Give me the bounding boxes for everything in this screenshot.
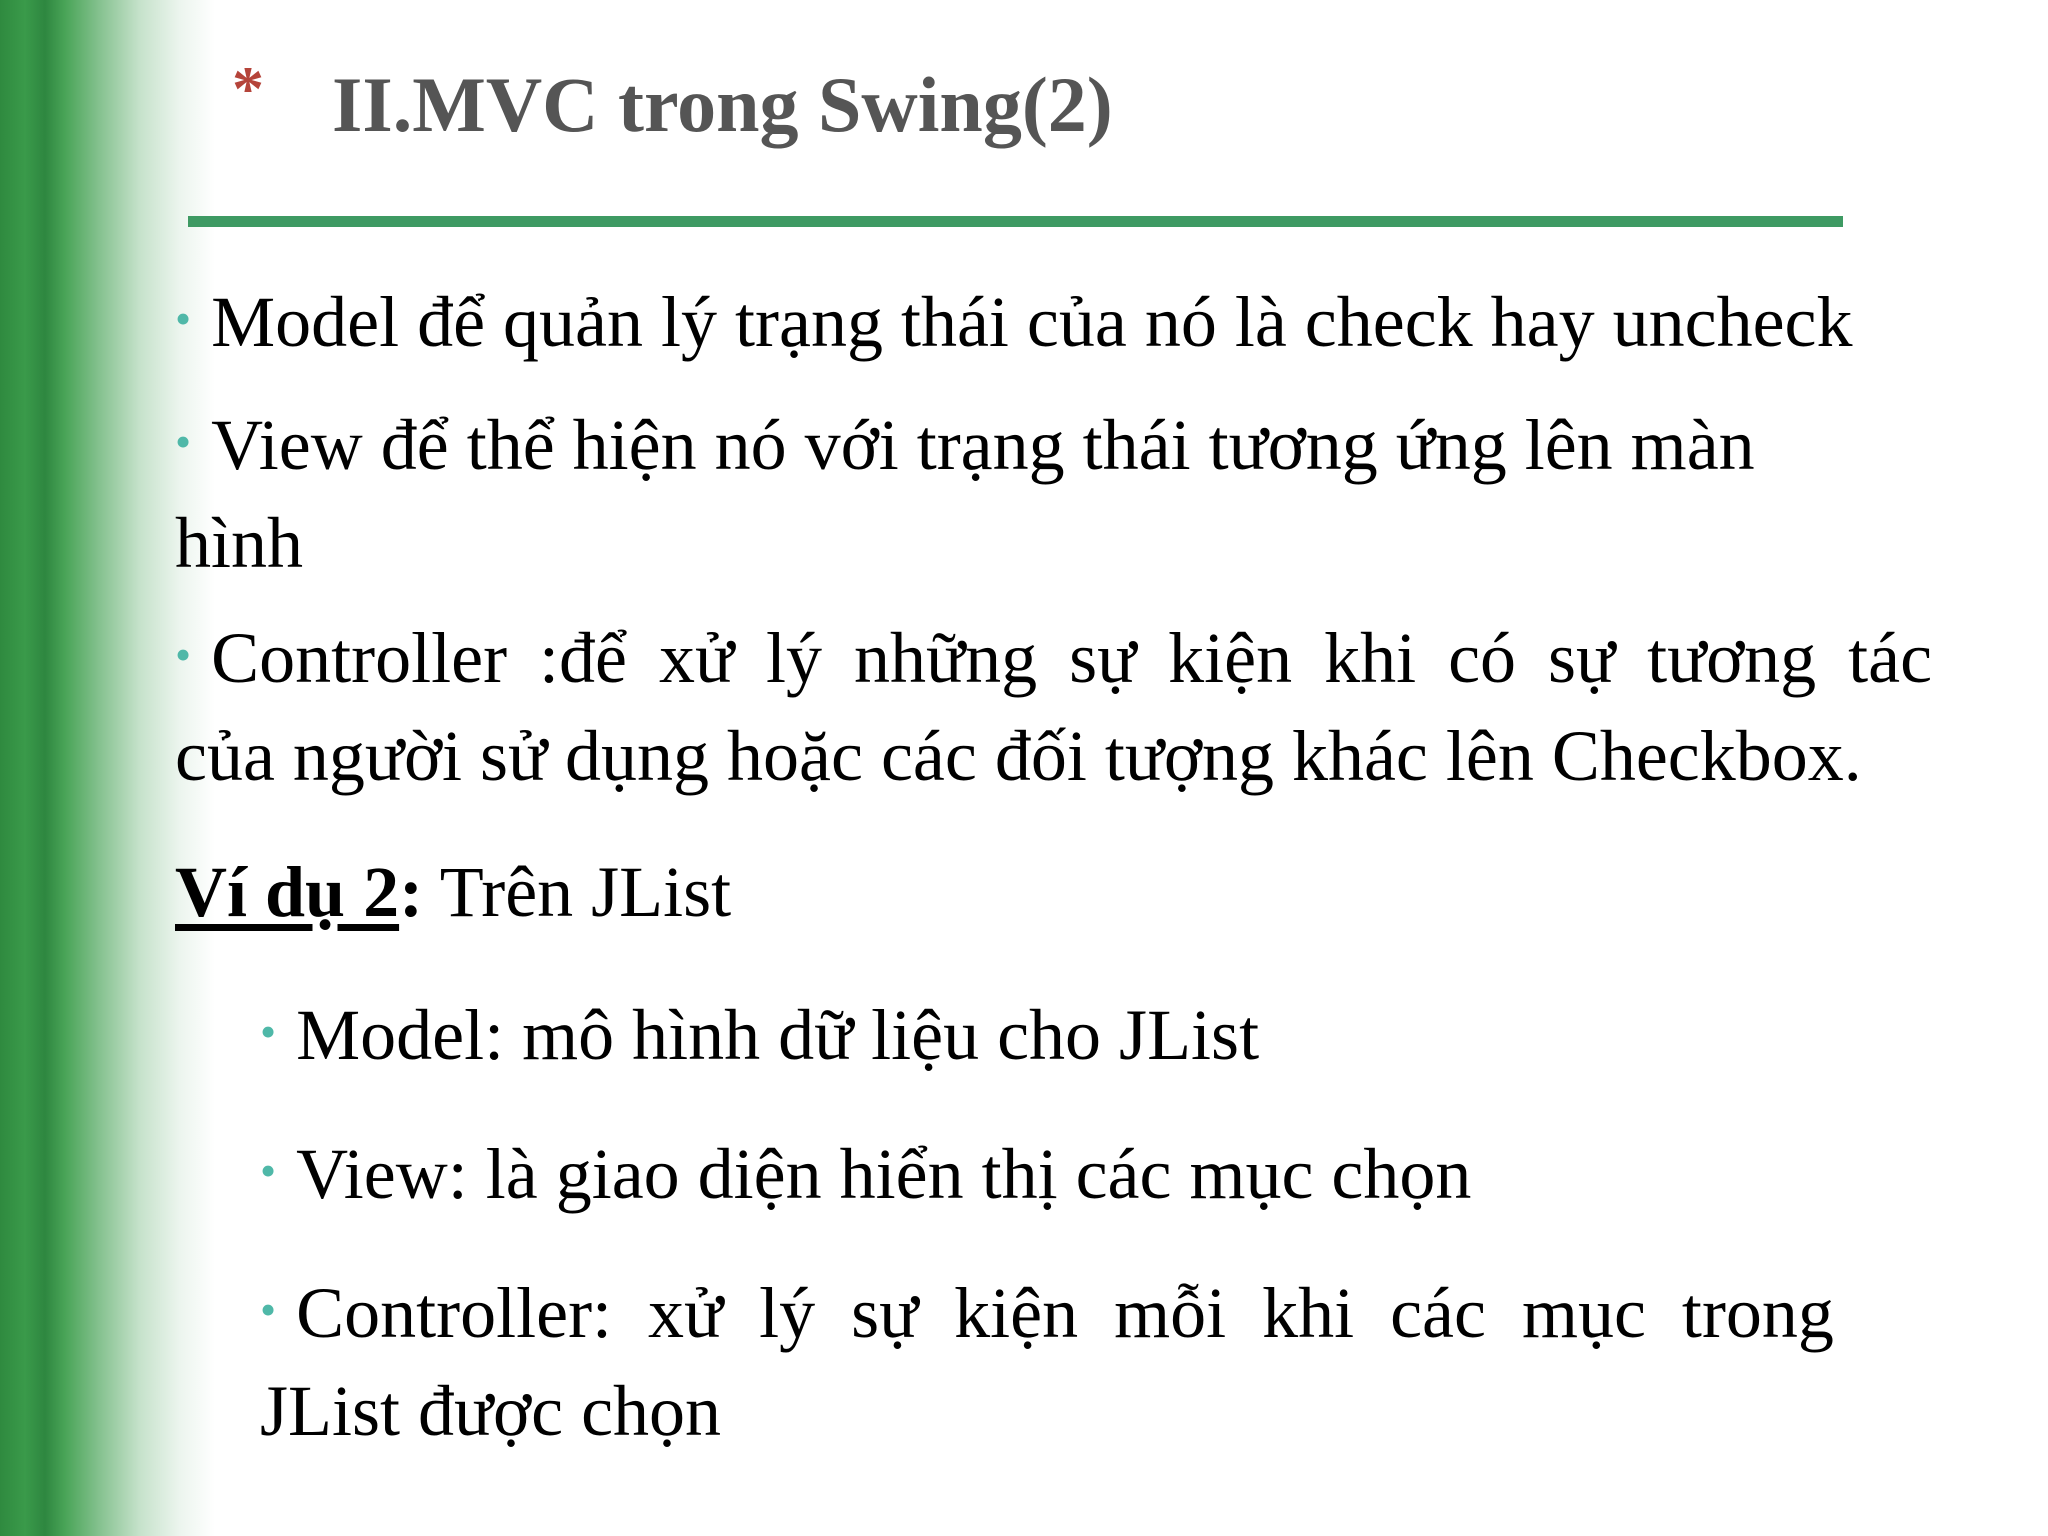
example-label: Ví dụ 2 bbox=[175, 852, 400, 932]
sub-bullet-controller bbox=[175, 1261, 2048, 1362]
bullet-icon: • bbox=[260, 1006, 277, 1057]
bullet-text: View để thể hiện nó với trạng thái tương ứng lên màn bbox=[211, 405, 1755, 485]
bullet-icon: • bbox=[260, 1284, 277, 1335]
bullet-icon: • bbox=[175, 629, 192, 680]
sub-bullet-controller-continued bbox=[175, 1362, 2048, 1460]
bullet-text: của người sử dụng hoặc các đối tượng khác lên Checkbox. bbox=[175, 716, 1862, 796]
title-star-icon: * bbox=[232, 53, 264, 124]
slide-body bbox=[175, 270, 2048, 1460]
bullet-view bbox=[175, 393, 2048, 494]
bullet-icon: • bbox=[175, 293, 192, 344]
example-text: Trên JList bbox=[423, 852, 732, 932]
title-divider bbox=[188, 216, 1843, 227]
sub-bullet-model bbox=[175, 983, 2048, 1084]
bullet-text: Controller :để xử lý những sự kiện khi có sự tương tác bbox=[211, 618, 1933, 698]
bullet-view-continued bbox=[175, 494, 2048, 592]
bullet-text: Model để quản lý trạng thái của nó là check hay uncheck bbox=[211, 282, 1853, 362]
bullet-model bbox=[175, 270, 2048, 371]
sub-bullet-view bbox=[175, 1122, 2048, 1223]
bullet-controller bbox=[175, 606, 2048, 707]
slide-title: II.MVC trong Swing(2) bbox=[332, 61, 1113, 148]
example-heading bbox=[175, 843, 2048, 941]
example-colon: : bbox=[399, 852, 424, 932]
sub-bullet-text: View: là giao diện hiển thị các mục chọn bbox=[296, 1134, 1472, 1214]
bullet-controller-continued bbox=[175, 707, 2048, 805]
bullet-text: hình bbox=[175, 503, 304, 583]
bullet-icon: • bbox=[260, 1145, 277, 1196]
sub-bullet-text: Model: mô hình dữ liệu cho JList bbox=[296, 995, 1260, 1075]
bullet-icon: • bbox=[175, 416, 192, 467]
sub-bullet-text: JList được chọn bbox=[260, 1371, 722, 1451]
sub-bullet-text: Controller: xử lý sự kiện mỗi khi các mục trong bbox=[296, 1273, 1834, 1353]
